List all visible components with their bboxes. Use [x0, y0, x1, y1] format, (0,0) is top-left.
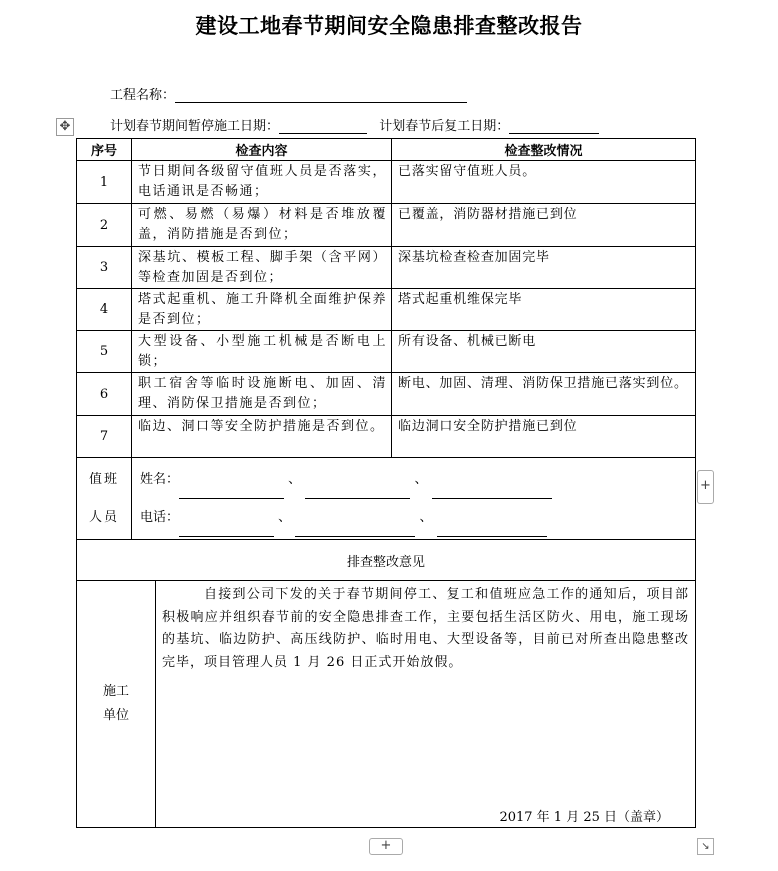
opinion-heading: 排查整改意见	[77, 540, 696, 581]
project-name-field[interactable]	[175, 88, 467, 103]
resume-date-field[interactable]	[509, 119, 599, 134]
row-content[interactable]: 职工宿舍等临时设施断电、加固、清理、消防保卫措施是否到位；	[132, 373, 392, 416]
duty-name-label: 姓名：	[140, 471, 180, 487]
row-result[interactable]: 塔式起重机维保完毕	[392, 289, 696, 331]
construction-unit-label	[77, 581, 156, 828]
duty-label	[77, 458, 132, 540]
resume-date-label: 计划春节后复工日期：	[379, 119, 510, 134]
row-content[interactable]: 临边、洞口等安全防护措施是否到位。	[132, 416, 392, 458]
table-row	[77, 373, 696, 416]
duty-separator: 、	[414, 471, 428, 487]
table-row	[77, 161, 696, 204]
row-number: 2	[77, 204, 132, 247]
duty-separator: 、	[278, 509, 292, 525]
schedule-line	[110, 115, 599, 134]
row-content[interactable]: 深基坑、模板工程、脚手架（含平网）等检查加固是否到位；	[132, 247, 392, 289]
opinion-text: 自接到公司下发的关于春节期间停工、复工和值班应急工作的通知后，项目部积极响应并组织春节前的安全隐患排查工作，主要包括生活区防火、用电，施工现场的基坑、临边防护、高压线防护、临时用电、大型设备等，目前已对所查出隐患整改完毕，项目管理人员 1 月 26 日正式开始放假。	[162, 587, 690, 670]
project-name-label: 工程名称：	[110, 88, 176, 103]
inspection-table	[76, 138, 696, 828]
add-column-icon[interactable]: +	[697, 470, 714, 504]
table-row	[77, 416, 696, 458]
table-row	[77, 204, 696, 247]
row-number: 1	[77, 161, 132, 204]
duty-phone-field-2[interactable]	[295, 522, 415, 537]
opinion-body[interactable]	[156, 581, 696, 828]
project-name-line	[110, 84, 467, 103]
row-result[interactable]: 临边洞口安全防护措施已到位	[392, 416, 696, 458]
duty-phones-line	[140, 499, 695, 537]
opinion-body-row	[77, 581, 696, 828]
header-seq: 序号	[77, 139, 132, 161]
row-number: 5	[77, 331, 132, 373]
duty-phone-field-1[interactable]	[179, 522, 274, 537]
page-title: 建设工地春节期间安全隐患排查整改报告	[195, 14, 583, 38]
table-header-row	[77, 139, 696, 161]
duty-content	[132, 458, 696, 540]
duty-separator: 、	[419, 509, 433, 525]
add-row-icon[interactable]: +	[369, 838, 403, 855]
table-move-icon[interactable]: ✥	[56, 118, 74, 136]
duty-name-field-2[interactable]	[305, 484, 410, 499]
duty-name-field-3[interactable]	[432, 484, 552, 499]
row-content[interactable]: 大型设备、小型施工机械是否断电上锁；	[132, 331, 392, 373]
row-result[interactable]: 已覆盖，消防器材措施已到位	[392, 204, 696, 247]
stop-date-field[interactable]	[279, 119, 367, 134]
duty-phone-field-3[interactable]	[437, 522, 547, 537]
duty-name-field-1[interactable]	[179, 484, 284, 499]
row-result[interactable]: 所有设备、机械已断电	[392, 331, 696, 373]
row-content[interactable]: 节日期间各级留守值班人员是否落实，电话通讯是否畅通；	[132, 161, 392, 204]
header-result: 检查整改情况	[392, 139, 696, 161]
duty-label-bottom: 人员	[88, 509, 119, 525]
duty-label-top: 值班	[88, 471, 119, 487]
duty-names-line	[140, 461, 695, 499]
row-content[interactable]: 可燃、易燃（易爆）材料是否堆放覆盖，消防措施是否到位；	[132, 204, 392, 247]
row-number: 7	[77, 416, 132, 458]
table-row	[77, 331, 696, 373]
table-resize-icon[interactable]: ↘	[697, 838, 714, 855]
row-number: 3	[77, 247, 132, 289]
unit-label-line2: 单位	[102, 708, 129, 723]
duty-row	[77, 458, 696, 540]
table-row	[77, 289, 696, 331]
stop-date-label: 计划春节期间暂停施工日期：	[110, 119, 280, 134]
unit-label-line1: 施工	[102, 684, 129, 699]
duty-separator: 、	[288, 471, 302, 487]
row-content[interactable]: 塔式起重机、施工升降机全面维护保养是否到位；	[132, 289, 392, 331]
row-result[interactable]: 深基坑检查检查加固完毕	[392, 247, 696, 289]
row-result[interactable]: 已落实留守值班人员。	[392, 161, 696, 204]
table-row	[77, 247, 696, 289]
opinion-date: 2017 年 1 月 25 日（盖章）	[499, 810, 670, 825]
duty-phone-label: 电话：	[140, 509, 180, 525]
row-number: 4	[77, 289, 132, 331]
header-content: 检查内容	[132, 139, 392, 161]
opinion-heading-row	[77, 540, 696, 581]
row-result[interactable]: 断电、加固、清理、消防保卫措施已落实到位。	[392, 373, 696, 416]
row-number: 6	[77, 373, 132, 416]
